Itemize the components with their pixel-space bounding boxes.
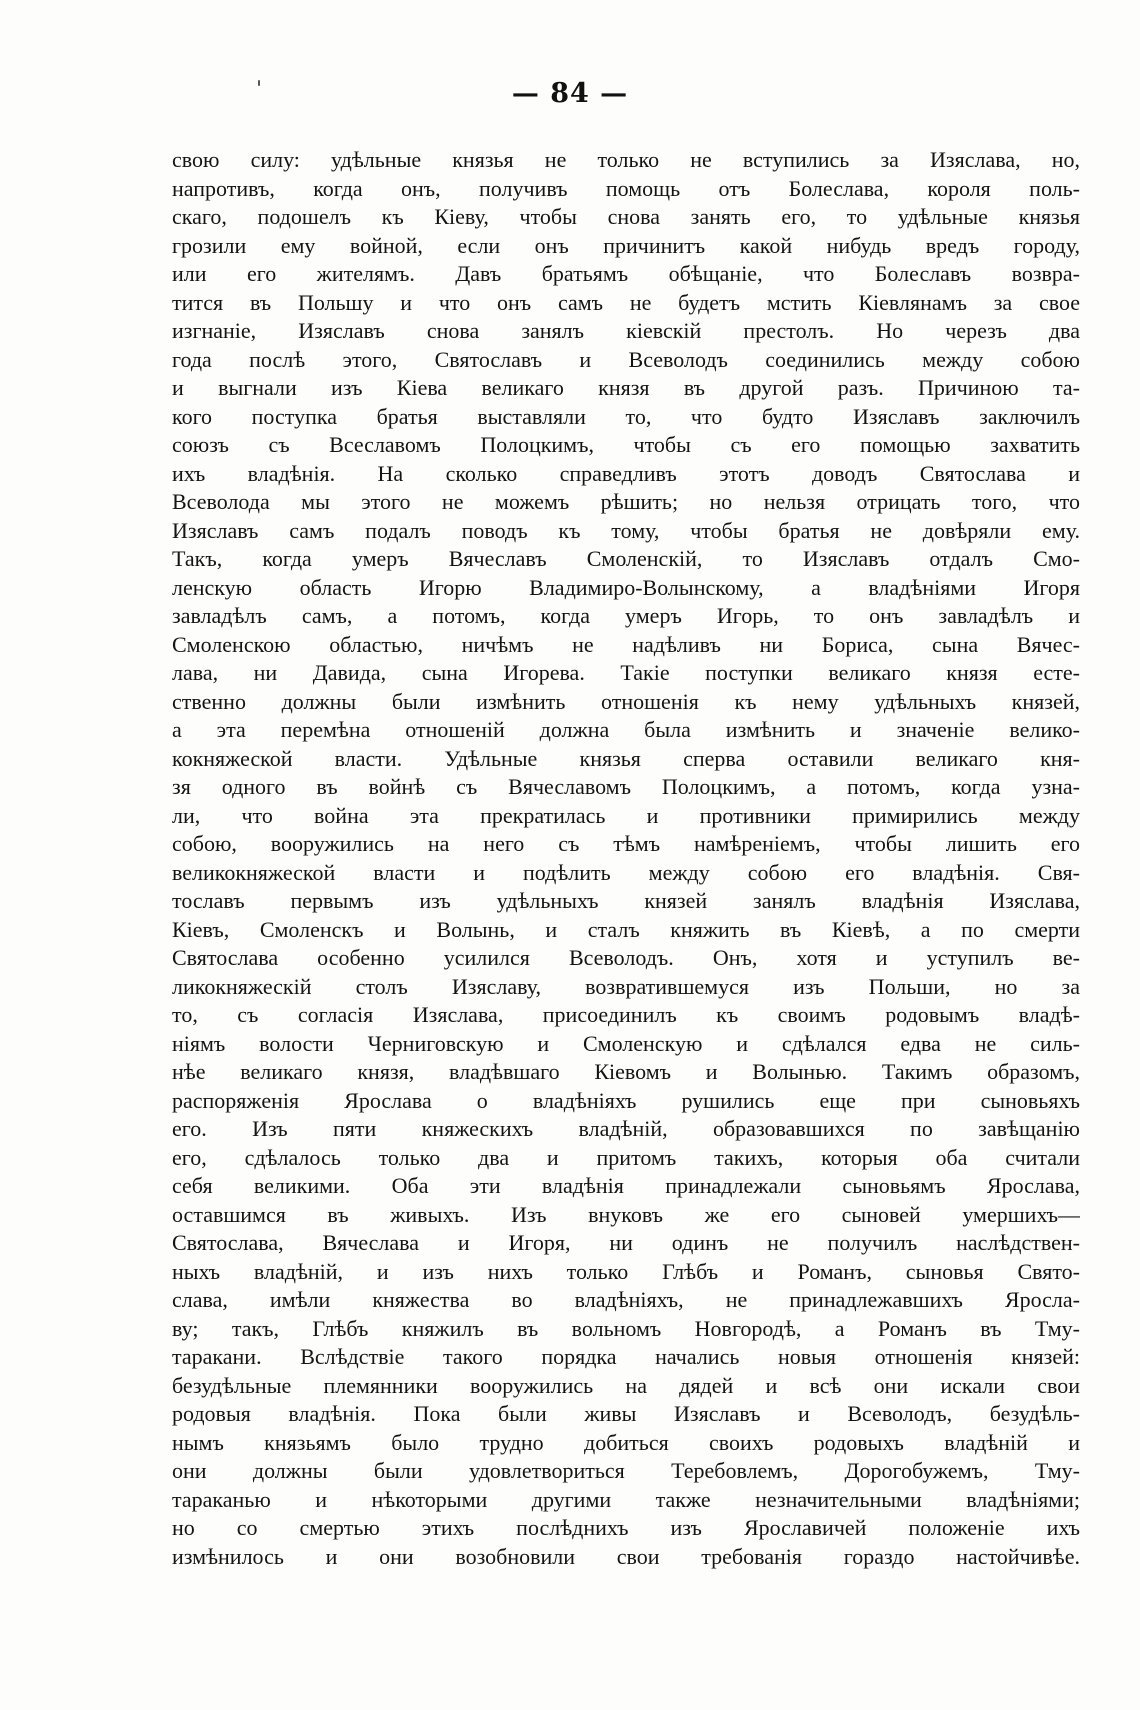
- text-line: слава, имѣли княжества во владѣніяхъ, не принадлежавшихъ Яросла-: [172, 1287, 1080, 1312]
- text-line: распоряженія Ярослава о владѣніяхъ рушились еще при сыновьяхъ: [172, 1087, 1080, 1113]
- text-line: ликокняжескій столъ Изяславу, возвратившемуся изъ Польши, но за: [172, 973, 1080, 999]
- text-line: или его жителямъ. Давъ братьямъ обѣщаніе, что Болеславъ возвра-: [172, 261, 1080, 286]
- text-line: измѣнилось и они возобновили свои требованія гораздо настойчивѣе.: [172, 1543, 1080, 1569]
- text-line: ныхъ владѣній, и изъ нихъ только Глѣбъ и Романъ, сыновья Свято-: [172, 1258, 1080, 1284]
- text-line: оставшимся въ живыхъ. Изъ внуковъ же его сыновей умершихъ—: [172, 1201, 1080, 1227]
- text-line: Святослава особенно усилился Всеволодъ. Онъ, хотя и уступилъ ве-: [172, 945, 1080, 970]
- text-line: свою силу: удѣльные князья не только не вступились за Изяслава, но,: [172, 147, 1080, 172]
- text-line: напротивъ, когда онъ, получивъ помощь отъ Болеслава, короля поль-: [172, 175, 1080, 201]
- text-line: нѣе великаго князя, владѣвшаго Кіевомъ и Волынью. Такимъ образомъ,: [172, 1059, 1080, 1084]
- text-line: Кіевъ, Смоленскъ и Волынь, и сталъ княжить въ Кіевѣ, а по смерти: [172, 916, 1080, 942]
- text-line: тараканью и нѣкоторыми другими также незначительными владѣніями;: [172, 1486, 1080, 1512]
- text-line: ственно должны были измѣнить отношенія къ нему удѣльныхъ князей,: [172, 688, 1080, 714]
- body-text: [172, 146, 1080, 1571]
- text-line: Святослава, Вячеслава и Игоря, ни одинъ не получилъ наслѣдствен-: [172, 1230, 1080, 1255]
- text-line: Всеволода мы этого не можемъ рѣшить; но нельзя отрицать того, что: [172, 489, 1080, 514]
- text-line: зя одного въ войнѣ съ Вячеславомъ Полоцкимъ, а потомъ, когда узна-: [172, 774, 1080, 799]
- text-line: ихъ владѣнія. На сколько справедливъ этотъ доводъ Святослава и: [172, 460, 1080, 486]
- text-line: Такъ, когда умеръ Вячеславъ Смоленскій, то Изяславъ отдалъ Смо-: [172, 546, 1080, 571]
- text-line: кокняжеской власти. Удѣльные князья сперва оставили великаго кня-: [172, 745, 1080, 771]
- text-line: ву; такъ, Глѣбъ княжилъ въ вольномъ Новгородѣ, а Романъ въ Тму-: [172, 1315, 1080, 1341]
- text-line: то, съ согласія Изяслава, присоединилъ къ своимъ родовымъ владѣ-: [172, 1002, 1080, 1027]
- text-line: Смоленскою областью, ничѣмъ не надѣливъ ни Бориса, сына Вячес-: [172, 631, 1080, 657]
- text-line: себя великими. Оба эти владѣнія принадлежали сыновьямъ Ярослава,: [172, 1173, 1080, 1198]
- page-number: — 84 —: [511, 78, 629, 109]
- text-line: они должны были удовлетворитьcя Теребовлемъ, Дорогобужемъ, Тму-: [172, 1458, 1080, 1483]
- text-line: но со смертью этихъ послѣднихъ изъ Ярославичей положеніе ихъ: [172, 1515, 1080, 1540]
- text-line: союзъ съ Всеславомъ Полоцкимъ, чтобы съ его помощью захватить: [172, 432, 1080, 457]
- text-line: и выгнали изъ Кіева великаго князя въ другой разъ. Причиною та-: [172, 375, 1080, 400]
- text-line: тославъ первымъ изъ удѣльныхъ князей занялъ владѣнія Изяслава,: [172, 888, 1080, 913]
- text-line: великокняжеской власти и подѣлить между собою его владѣнія. Свя-: [172, 859, 1080, 885]
- text-line: скаго, подошелъ къ Кіеву, чтобы снова занять его, то удѣльные князья: [172, 204, 1080, 229]
- text-line: грозили ему войной, если онъ причинитъ какой нибудь вредъ городу,: [172, 232, 1080, 258]
- text-line: таракани. Вслѣдствіе такого порядка начались новыя отношенія князей:: [172, 1344, 1080, 1369]
- text-line: завладѣлъ самъ, а потомъ, когда умеръ Игорь, то онъ завладѣлъ и: [172, 603, 1080, 628]
- text-line: ли, что война эта прекратилась и противники примирились между: [172, 802, 1080, 828]
- text-line: его. Изъ пяти княжескихъ владѣній, образовавшихся по завѣщанію: [172, 1116, 1080, 1141]
- text-line: нымъ князьямъ было трудно добиться своихъ родовыхъ владѣній и: [172, 1429, 1080, 1455]
- text-line: кого поступка братья выставляли то, что будто Изяславъ заключилъ: [172, 403, 1080, 429]
- text-line: Изяславъ самъ подалъ поводъ къ тому, чтобы братья не довѣряли ему.: [172, 517, 1080, 543]
- text-line: лава, ни Давида, сына Игорева. Такіе поступки великаго князя есте-: [172, 660, 1080, 685]
- text-line: ніямъ волости Черниговскую и Смоленскую и сдѣлался едва не силь-: [172, 1030, 1080, 1056]
- text-line: ленскую область Игорю Владимиро-Волынскому, а владѣніями Игоря: [172, 574, 1080, 600]
- text-line: его, сдѣлалось только два и притомъ такихъ, которыя оба считали: [172, 1144, 1080, 1170]
- text-line: собою, вооружились на него съ тѣмъ намѣреніемъ, чтобы лишить его: [172, 831, 1080, 856]
- text-line: изгнаніе, Изяславъ снова занялъ кіевскій престолъ. Но черезъ два: [172, 318, 1080, 343]
- text-line: безудѣльные племянники вооружились на дядей и всѣ они искали свои: [172, 1372, 1080, 1398]
- text-line: года послѣ этого, Святославъ и Всеволодъ соединились между собою: [172, 346, 1080, 372]
- text-line: тится въ Польшу и что онъ самъ не будетъ мстить Кіевлянамъ за свое: [172, 289, 1080, 315]
- text-line: родовыя владѣнія. Пока были живы Изяславъ и Всеволодъ, безудѣль-: [172, 1401, 1080, 1426]
- text-line: а эта перемѣна отношеній должна была измѣнить и значеніе велико-: [172, 717, 1080, 742]
